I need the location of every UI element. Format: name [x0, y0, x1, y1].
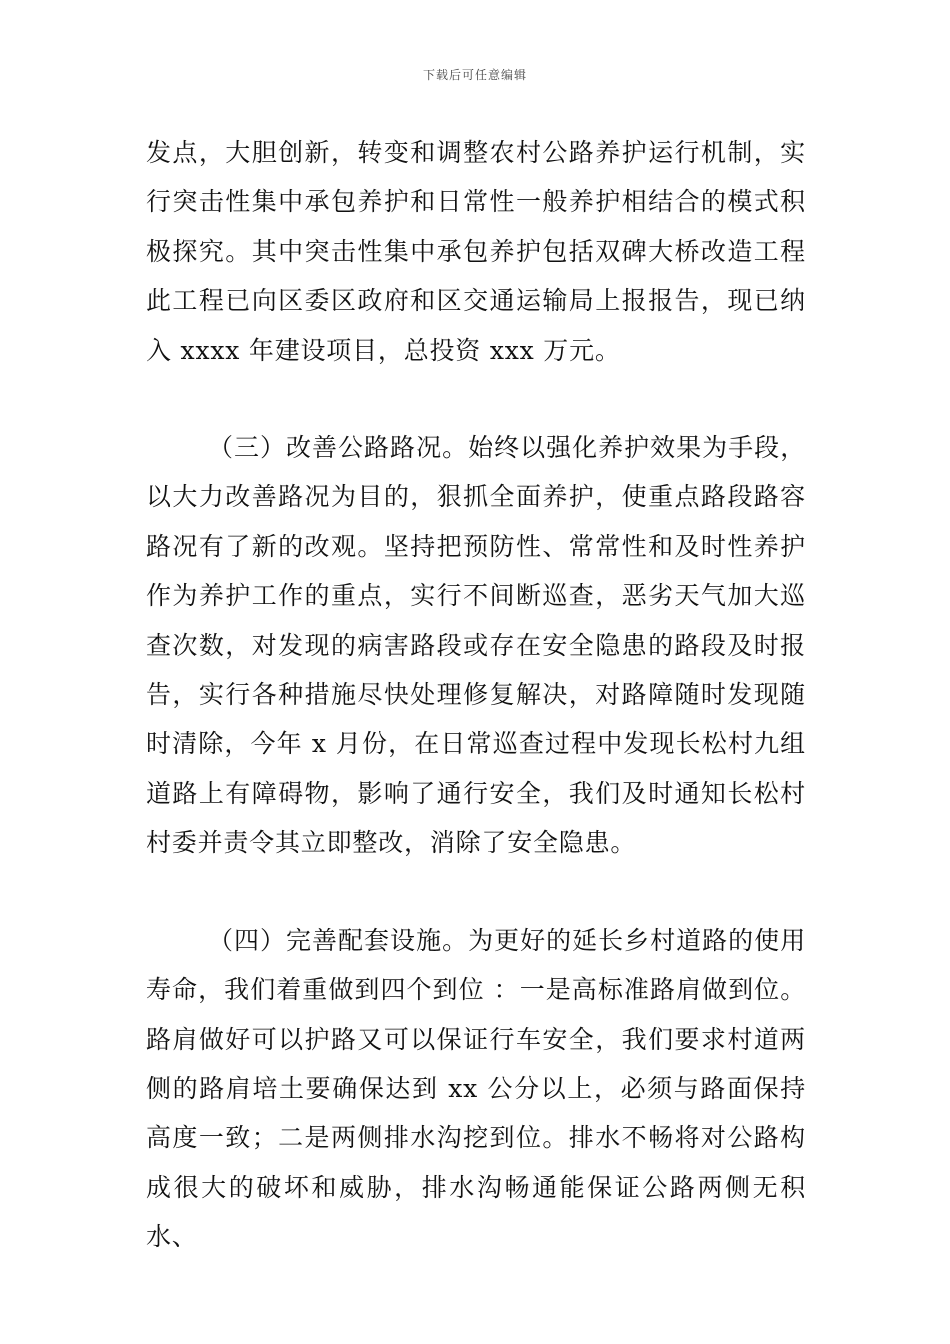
paragraph-spacer: [146, 868, 806, 916]
header-note: 下载后可任意编辑: [422, 68, 527, 82]
paragraph-section-3: （三）改善公路路况。始终以强化养护效果为手段，以大力改善路况为目的，狠抓全面养护，使重点路段路容路况有了新的改观。坚持把预防性、常常性和及时性养护作为养护工作的重点，实行不间断巡查，恶劣天气加大巡查次数，对发现的病害路段或存在安全隐患的路段及时报告，实行各种措施尽快处理修复解决，对路障随时发现随时清除，今年 x 月份，在日常巡查过程中发现长松村九组道路上有障碍物，影响了通行安全，我们及时通知长松村村委并责令其立即整改，消除了安全隐患。: [146, 433, 806, 858]
paragraph-section-4: （四）完善配套设施。为更好的延长乡村道路的使用寿命，我们着重做到四个到位 ：一是高标准路肩做到位。路肩做好可以护路又可以保证行车安全，我们要求村道两侧的路肩培土要确保达到 xx 公分以上，必须与路面保持高度一致；二是两侧排水沟挖到位。排水不畅将对公路构成很大的破坏和威胁，排水沟畅通能保证公路两侧无积水、: [146, 925, 806, 1252]
document-body: [146, 128, 806, 1262]
paragraph-spacer: [146, 375, 806, 423]
paragraph-continuation: 发点，大胆创新，转变和调整农村公路养护运行机制，实行突击性集中承包养护和日常性一般养护相结合的模式积极探究。其中突击性集中承包养护包括双碑大桥改造工程此工程已向区委区政府和区交通运输局上报报告，现已纳入 xxxx 年建设项目，总投资 xxx 万元。: [146, 138, 806, 365]
